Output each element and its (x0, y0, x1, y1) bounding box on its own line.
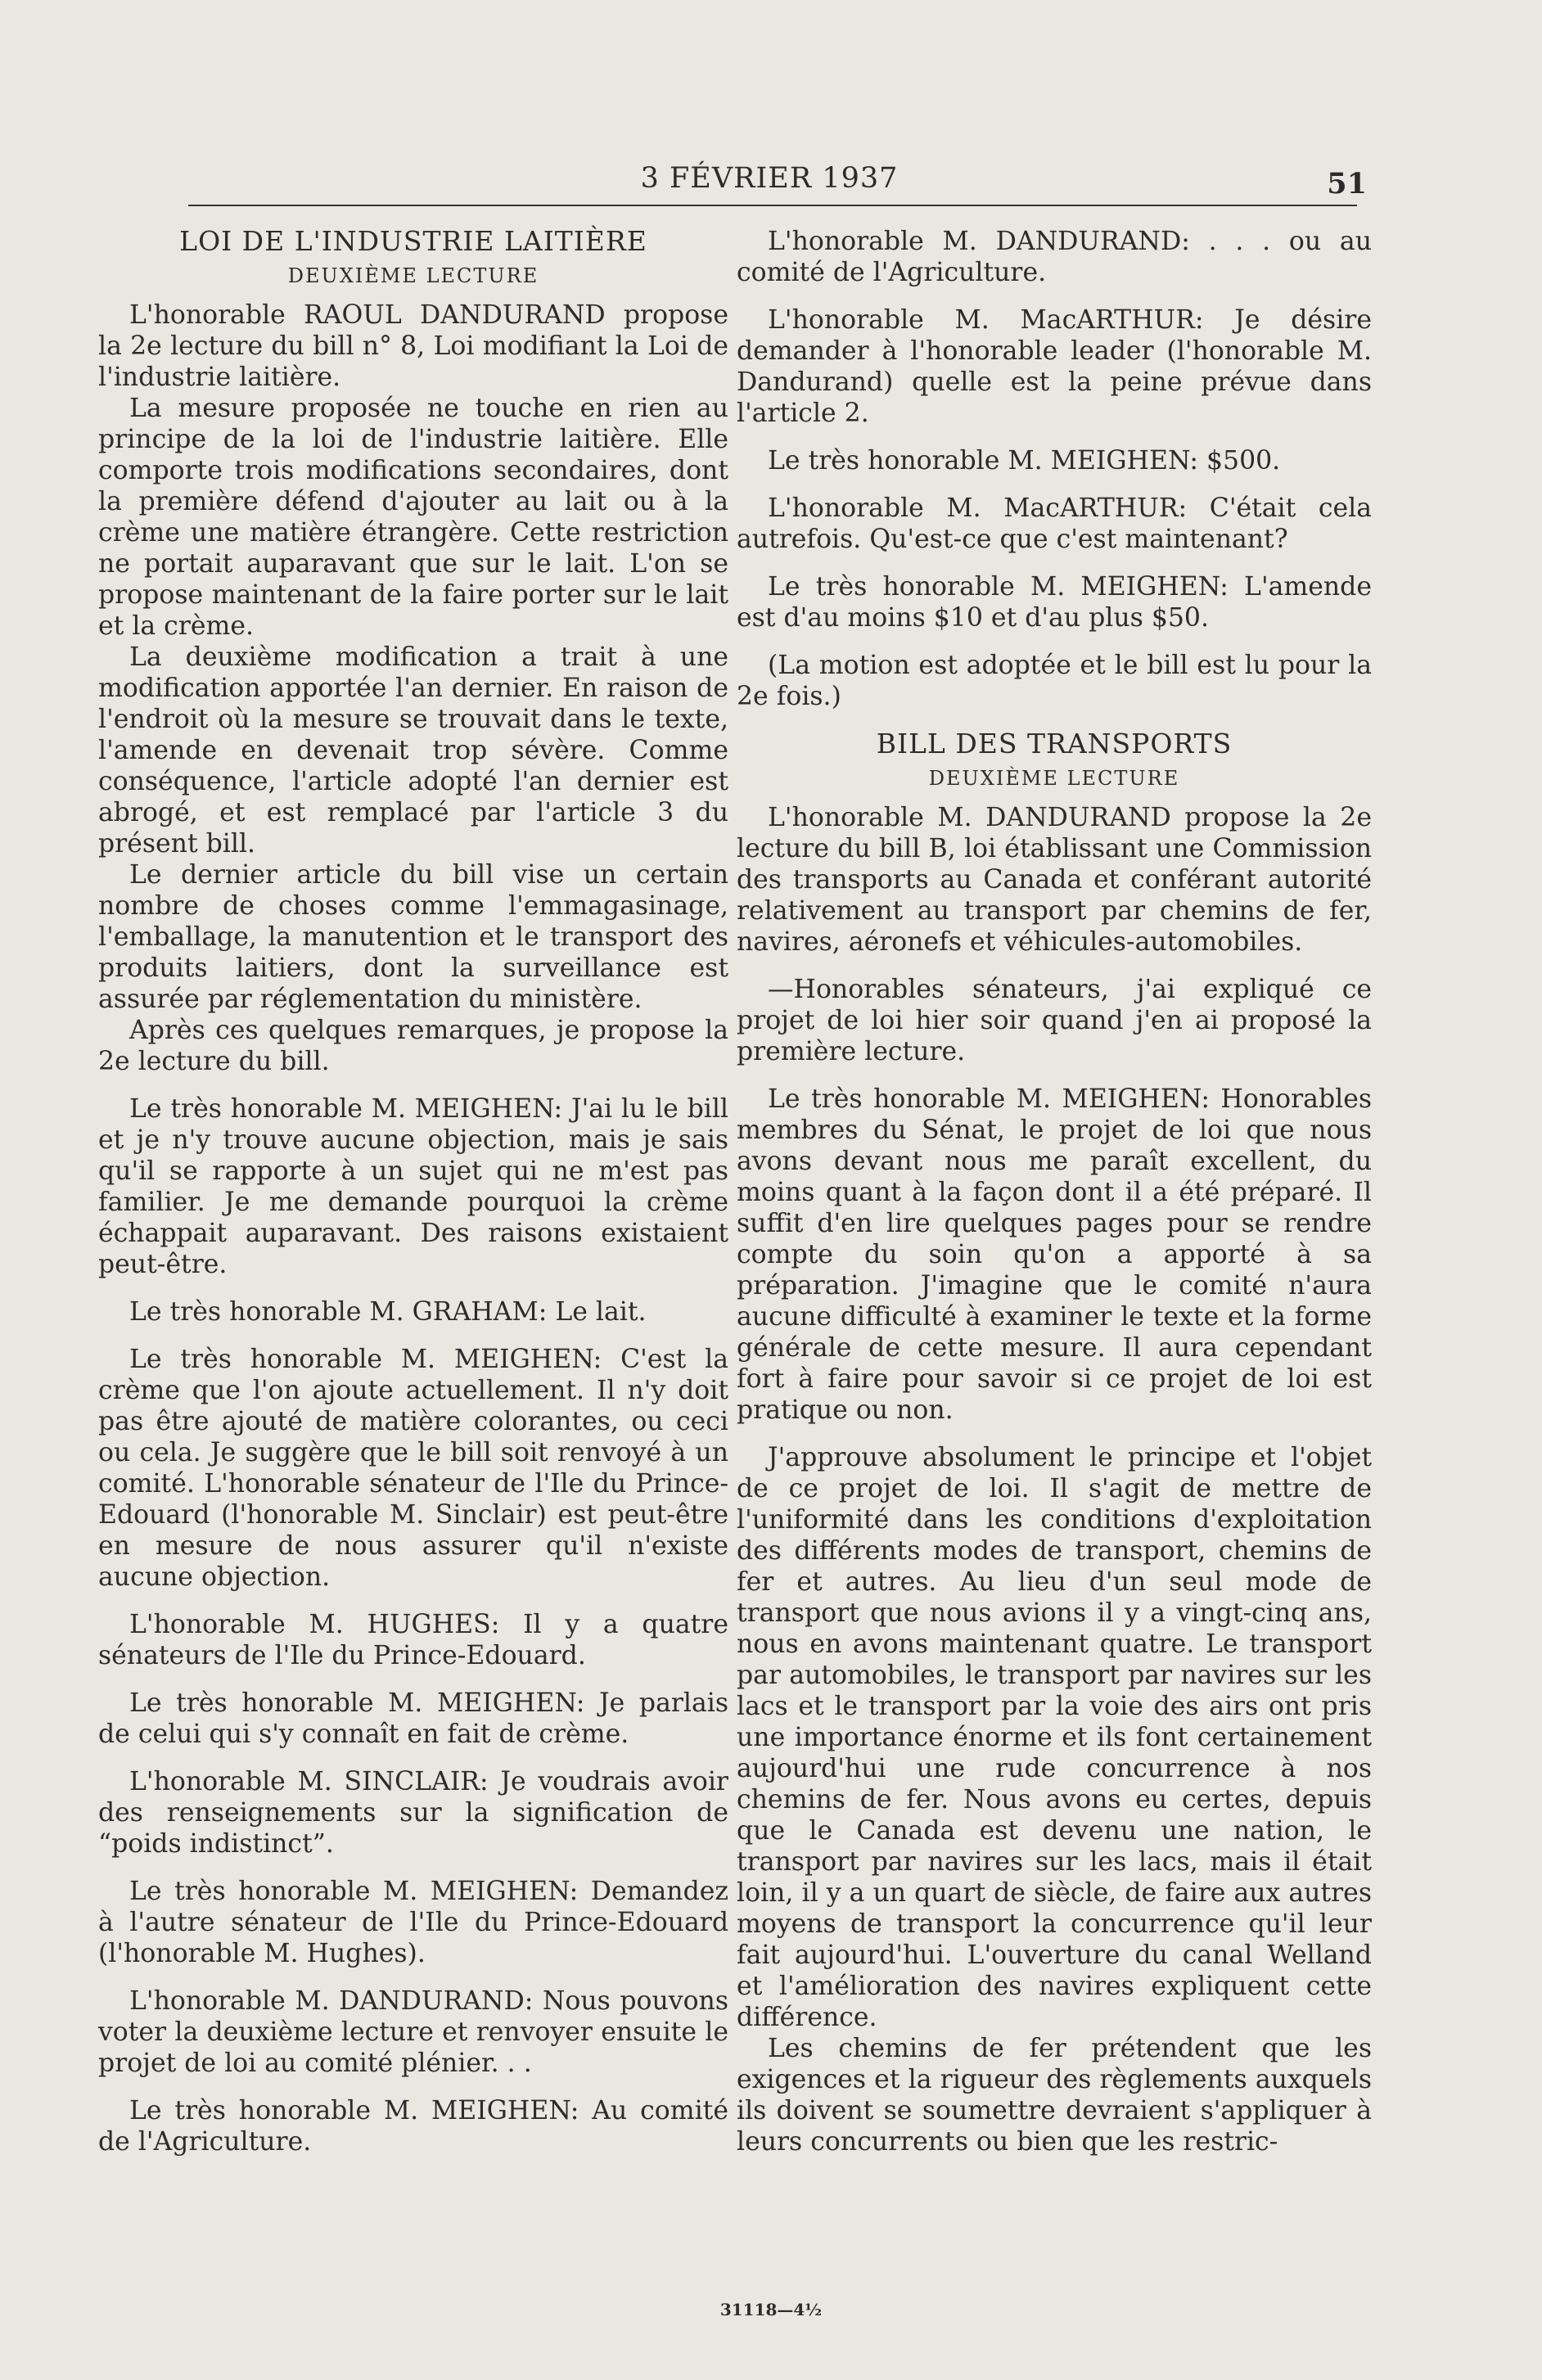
left-column (98, 226, 728, 2174)
paragraph: L'honorable M. HUGHES: Il y a quatre sénateurs de l'Ile du Prince-Edouard. (98, 1610, 728, 1670)
paragraph: Le très honorable M. GRAHAM: Le lait. (129, 1297, 647, 1327)
paragraph: La mesure proposée ne touche en rien au principe de la loi de l'industrie laitière. Elle comporte trois modifications secondaires, dont la première défend d'ajouter au lait ou à la crème une matière étrangère. Cette restriction ne portait auparavant que sur le lait. L'on se propose maintenant de la faire porter sur le lait et la crème. (98, 394, 728, 641)
paragraph: L'honorable M. MacARTHUR: Je désire demander à l'honorable leader (l'honorable M. Dandurand) quelle est la peine prévue dans l'article 2. (737, 305, 1372, 428)
paragraph: Le très honorable M. MEIGHEN: Demandez à l'autre sénateur de l'Ile du Prince-Edouard (l'honorable M. Hughes). (98, 1877, 728, 1968)
footer-code: 31118—4½ (719, 2300, 823, 2319)
paragraph: Après ces quelques remarques, je propose la 2e lecture du bill. (98, 1016, 728, 1076)
paragraph: L'honorable M. SINCLAIR: Je voudrais avoir des renseignements sur la signification de “poids indistinct”. (98, 1767, 728, 1859)
header-date: 3 FÉVRIER 1937 (640, 162, 899, 195)
paragraph: Le très honorable M. MEIGHEN: Je parlais de celui qui s'y connaît en fait de crème. (98, 1688, 728, 1749)
right-column (737, 226, 1372, 2157)
section-title-dairy: LOI DE L'INDUSTRIE LAITIÈRE (179, 225, 647, 257)
page-number: 51 (1327, 167, 1367, 201)
paragraph: —Honorables sénateurs, j'ai expliqué ce projet de loi hier soir quand j'en ai proposé la première lecture. (737, 975, 1372, 1066)
paragraph: Le très honorable M. MEIGHEN: Honorables membres du Sénat, le projet de loi que nous avons devant nous me paraît excellent, du moins quant à la façon dont il a été préparé. Il suffit d'en lire quelques pages pour se rendre compte du soin qu'on a apporté à sa préparation. J'imagine que le comité n'aura aucune difficulté à examiner le texte et la forme générale de cette mesure. Il aura cependant fort à faire pour savoir si ce projet de loi est pratique ou non. (737, 1084, 1372, 1425)
paragraph: (La motion est adoptée et le bill est lu pour la 2e fois.) (737, 651, 1372, 711)
paragraph: J'approuve absolument le principe et l'objet de ce projet de loi. Il s'agit de mettre de l'uniformité dans les conditions d'exploitation des différents modes de transport, chemins de fer et autres. Au lieu d'un seul mode de transport que nous avions il y a vingt-cinq ans, nous en avons maintenant quatre. Le transport par automobiles, le transport par navires sur les lacs et le transport par la voie des airs ont pris une importance énorme et ils font certainement aujourd'hui une rude concurrence à nos chemins de fer. Nous avons eu certes, depuis que le Canada est devenu une nation, le transport par navires sur les lacs, mais il était loin, il y a un quart de siècle, de faire aux autres moyens de transport la concurrence qu'il leur fait aujourd'hui. L'ouverture du canal Welland et l'amélioration des navires expliquent cette différence. (737, 1443, 1372, 2032)
paragraph: L'honorable M. DANDURAND propose la 2e lecture du bill B, loi établissant une Commission des transports au Canada et conférant autorité relativement au transport par chemins de fer, navires, aéronefs et véhicules-automobiles. (737, 803, 1372, 957)
paragraph: L'honorable M. DANDURAND: . . . ou au comité de l'Agriculture. (737, 227, 1372, 287)
paragraph: L'honorable M. DANDURAND: Nous pouvons voter la deuxième lecture et renvoyer ensuite le projet de loi au comité plénier. . . (98, 1986, 728, 2078)
page-header (188, 162, 1367, 205)
paragraph: Le très honorable M. MEIGHEN: $500. (768, 446, 1281, 476)
section-subtitle-transport: DEUXIÈME LECTURE (928, 767, 1180, 790)
paragraph: Les chemins de fer prétendent que les exigences et la rigueur des règlements auxquels ils doivent se soumettre devraient s'appliquer à leurs concurrents ou bien que les restric- (737, 2034, 1372, 2157)
paragraph: L'honorable RAOUL DANDURAND propose la 2e lecture du bill n° 8, Loi modifiant la Loi de l'industrie laitière. (98, 300, 728, 392)
section-subtitle-dairy: DEUXIÈME LECTURE (287, 264, 539, 287)
section-title-transport: BILL DES TRANSPORTS (876, 728, 1233, 760)
paragraph: L'honorable M. MacARTHUR: C'était cela autrefois. Qu'est-ce que c'est maintenant? (737, 494, 1372, 554)
paragraph: Le très honorable M. MEIGHEN: L'amende est d'au moins $10 et d'au plus $50. (737, 572, 1372, 633)
paragraph: Le très honorable M. MEIGHEN: Au comité de l'Agriculture. (98, 2096, 728, 2157)
header-rule (188, 205, 1357, 206)
paragraph: Le très honorable M. MEIGHEN: C'est la crème que l'on ajoute actuellement. Il n'y doit pas être ajouté de matière colorantes, ou ceci ou cela. Je suggère que le bill soit renvoyé à un comité. L'honorable sénateur de l'Ile du Prince-Edouard (l'honorable M. Sinclair) est peut-être en mesure de nous assurer qu'il n'existe aucune objection. (98, 1345, 728, 1592)
paragraph: La deuxième modification a trait à une modification apportée l'an dernier. En raison de l'endroit où la mesure se trouvait dans le texte, l'amende en devenait trop sévère. Comme conséquence, l'article adopté l'an dernier est abrogé, et est remplacé par l'article 3 du présent bill. (98, 642, 728, 859)
paragraph: Le dernier article du bill vise un certain nombre de choses comme l'emmagasinage, l'emballage, la manutention et le transport des produits laitiers, dont la surveillance est assurée par réglementation du ministère. (98, 860, 728, 1014)
paragraph: Le très honorable M. MEIGHEN: J'ai lu le bill et je n'y trouve aucune objection, mais je sais qu'il se rapporte à un sujet qui ne m'est pas familier. Je me demande pourquoi la crème échappait auparavant. Des raisons existaient peut-être. (98, 1094, 728, 1279)
